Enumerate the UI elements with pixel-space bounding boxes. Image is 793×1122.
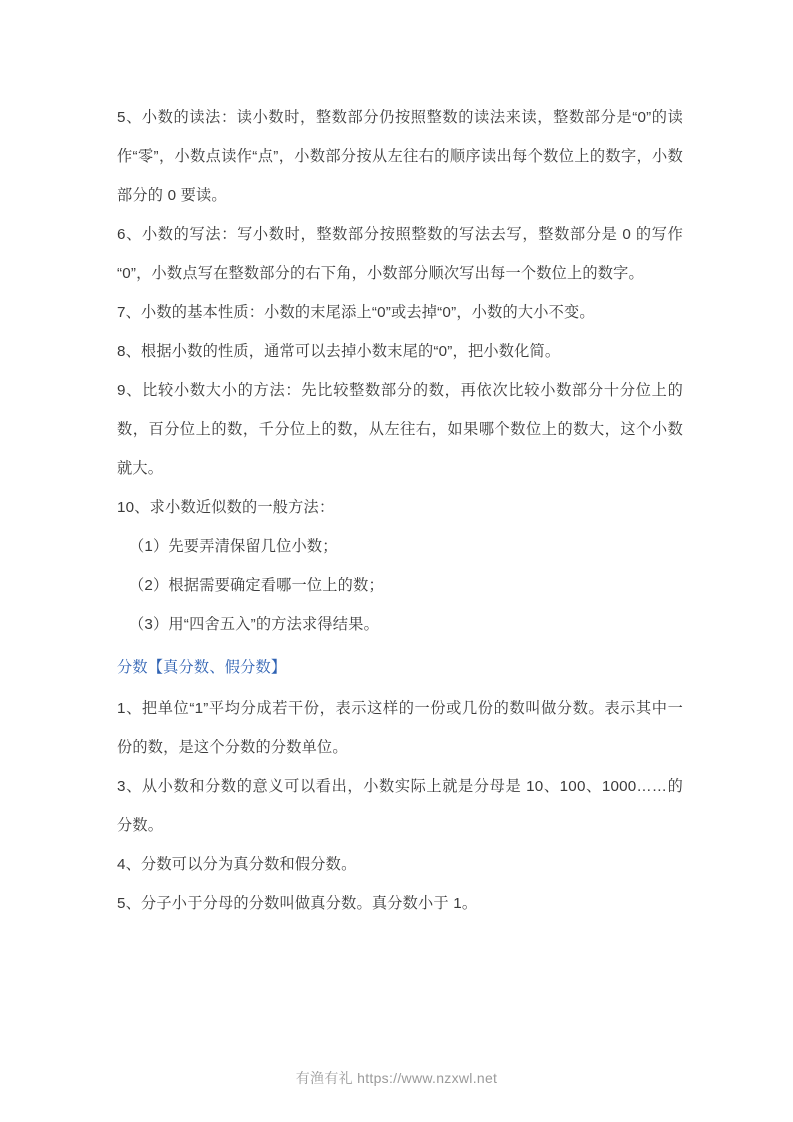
paragraph-item-9: 9、比较小数大小的方法：先比较整数部分的数，再依次比较小数部分十分位上的数，百分位上的数，千分位上的数，从左往右，如果哪个数位上的数大，这个小数就大。 — [117, 382, 683, 477]
fraction-paragraph-item-5: 5、分子小于分母的分数叫做真分数。真分数小于 1。 — [117, 895, 478, 912]
fraction-paragraph-item-4: 4、分数可以分为真分数和假分数。 — [117, 856, 357, 873]
paragraph-item-10-sub-3: （3）用“四舍五入”的方法求得结果。 — [129, 616, 379, 633]
fraction-paragraph-item-1: 1、把单位“1”平均分成若干份，表示这样的一份或几份的数叫做分数。表示其中一份的数，是这个分数的分数单位。 — [117, 700, 683, 756]
paragraph-item-10-sub-2: （2）根据需要确定看哪一位上的数； — [129, 577, 384, 594]
paragraph-item-10-sub-1: （1）先要弄清保留几位小数； — [129, 538, 338, 555]
watermark-site-url: https://www.nzxwl.net — [357, 1070, 498, 1086]
document-content — [117, 98, 683, 923]
paragraph-item-8: 8、根据小数的性质，通常可以去掉小数末尾的“0”，把小数化简。 — [117, 343, 561, 360]
footer-watermark — [0, 1068, 793, 1088]
section-heading-fractions: 分数【真分数、假分数】 — [117, 659, 287, 676]
fraction-paragraph-item-3: 3、从小数和分数的意义可以看出，小数实际上就是分母是 10、100、1000……的分数。 — [117, 778, 683, 834]
paragraph-item-6: 6、小数的写法：写小数时，整数部分按照整数的写法去写，整数部分是 0 的写作“0”，小数点写在整数部分的右下角，小数部分顺次写出每一个数位上的数字。 — [117, 226, 683, 282]
paragraph-item-7: 7、小数的基本性质：小数的末尾添上“0”或去掉“0”，小数的大小不变。 — [117, 304, 595, 321]
paragraph-item-10: 10、求小数近似数的一般方法： — [117, 499, 335, 516]
paragraph-item-5: 5、小数的读法：读小数时，整数部分仍按照整数的读法来读，整数部分是“0”的读作“零”，小数点读作“点”，小数部分按从左往右的顺序读出每个数位上的数字，小数部分的 0 要读。 — [117, 109, 683, 204]
watermark-brand-name: 有渔有礼 — [295, 1070, 358, 1086]
